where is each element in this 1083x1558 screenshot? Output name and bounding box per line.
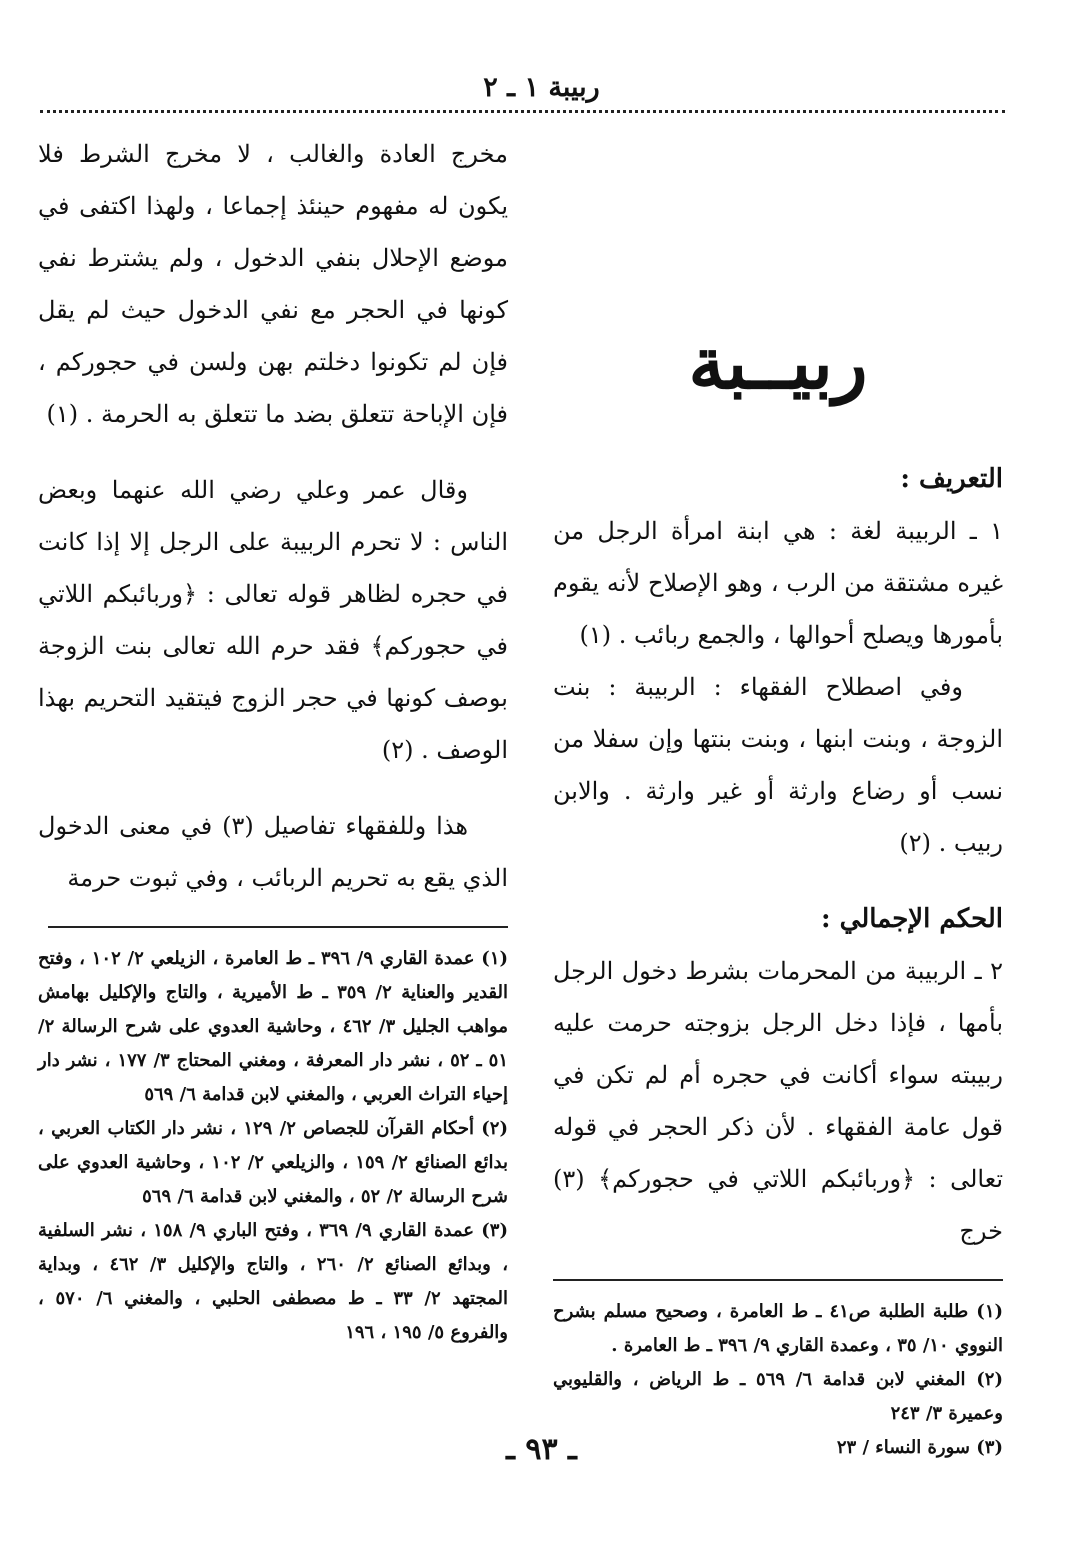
left-paragraph-3: هذا وللفقهاء تفاصيل (٣) في معنى الدخول الذي يقع به تحريم الربائب ، وفي ثبوت حرمة xyxy=(38,812,508,892)
left-column xyxy=(38,128,508,1350)
definition-paragraph-1: ١ ـ الربيبة لغة : هي ابنة امرأة الرجل من غيره مشتقة من الرب ، وهو الإصلاح لأنه يقوم بأمورها ويصلح أحوالها ، والجمع ربائب . (١) xyxy=(553,517,1003,649)
footnote-left-1: (١) عمدة القاري ٩/ ٣٩٦ ـ ط العامرة ، الزيلعي ٢/ ١٠٢ ، وفتح القدير والعناية ٢/ ٣٥٩ ـ ط الأميرية ، والتاج والإكليل بهامش مواهب الجليل ٣/ ٤٦٢ ، وحاشية العدوي على شرح الرسالة ٢/ ٥١ ـ ٥٢ ، نشر دار المعرفة ، ومغني المحتاج ٣/ ١٧٧ ، نشر دار إحياء التراث العربي ، والمغني لابن قدامة ٦/ ٥٦٩ xyxy=(38,948,509,1105)
definition-heading: التعريف : xyxy=(900,464,1003,494)
running-header: ربيبة ١ ـ ٢ xyxy=(483,72,600,103)
footnote-left-3: (٣) عمدة القاري ٩/ ٣٦٩ ، وفتح الباري ٩/ ١٥٨ ، نشر السلفية ، وبدائع الصنائع ٢/ ٢٦٠ ، والتاج والإكليل ٣/ ٤٦٢ ، وبداية المجتهد ٢/ ٣٣ ـ ط مصطفى الحلبي ، والمغني ٦/ ٥٧٠ ، والفروع ٥/ ١٩٥ ، ١٩٦ xyxy=(38,1220,509,1343)
left-paragraph-2: وقال عمر وعلي رضي الله عنهما وبعض الناس : لا تحرم الربيبة على الرجل إلا إذا كانت في حجره لظاهر قوله تعالى : ﴿وربائبكم اللاتي في حجوركم﴾ فقد حرم الله تعالى بنت الزوجة بوصف كونها في حجر الزوج فيتقيد التحريم بهذا الوصف . (٢) xyxy=(38,476,508,764)
footnote-right-2: (٢) المغني لابن قدامة ٦/ ٥٦٩ ـ ط الرياض ، والقليوبي وعميرة ٣/ ٢٤٣ xyxy=(553,1369,1003,1424)
left-paragraph-1: مخرج العادة والغالب ، لا مخرج الشرط فلا يكون له مفهوم حينئذ إجماعا ، ولهذا اكتفى في موضع الإحلال بنفي الدخول ، ولم يشترط نفي كونها في الحجر مع نفي الدخول حيث لم يقل فإن لم تكونوا دخلتم بهن ولسن في حجوركم ، فإن الإباحة تتعلق بضد ما تتعلق به الحرمة . (١) xyxy=(38,140,509,428)
article-title: ربيــبة xyxy=(688,320,868,405)
header-divider xyxy=(40,110,1005,113)
footnote-divider-left xyxy=(48,926,508,928)
footnote-right-1: (١) طلبة الطلبة ص٤١ ـ ط العامرة ، وصحيح مسلم بشرح النووي ١٠/ ٣٥ ، وعمدة القاري ٩/ ٣٩٦ ـ ط العامرة . xyxy=(553,1301,1004,1356)
ruling-paragraph-1: ٢ ـ الربيبة من المحرمات بشرط دخول الرجل بأمها ، فإذا دخل الرجل بزوجته حرمت عليه ربيبته سواء أكانت في حجره أم لم تكن في قول عامة الفقهاء . لأن ذكر الحجر في قوله تعالى : ﴿وربائبكم اللاتي في حجوركم﴾ (٣) خرج xyxy=(553,957,1003,1245)
footnote-divider-right xyxy=(553,1279,1003,1281)
footnote-right-3: (٣) سورة النساء / ٢٣ xyxy=(836,1437,1003,1458)
page-number: ـ ٩٣ ـ xyxy=(506,1432,577,1467)
right-column xyxy=(553,128,1003,1465)
footnote-left-2: (٢) أحكام القرآن للجصاص ٢/ ١٢٩ ، نشر دار الكتاب العربي ، بدائع الصنائع ٢/ ١٥٩ ، والزيلعي ٢/ ١٠٢ ، وحاشية العدوي على شرح الرسالة ٢/ ٥٢ ، والمغني لابن قدامة ٦/ ٥٦٩ xyxy=(38,1118,509,1207)
definition-paragraph-2: وفي اصطلاح الفقهاء : الربيبة : بنت الزوجة ، وبنت ابنها ، وبنت بنتها وإن سفلا من نسب أو رضاع وارثة أو غير وارثة . والابن ربيب . (٢) xyxy=(553,673,1003,857)
ruling-heading: الحكم الإجمالي : xyxy=(821,904,1003,934)
